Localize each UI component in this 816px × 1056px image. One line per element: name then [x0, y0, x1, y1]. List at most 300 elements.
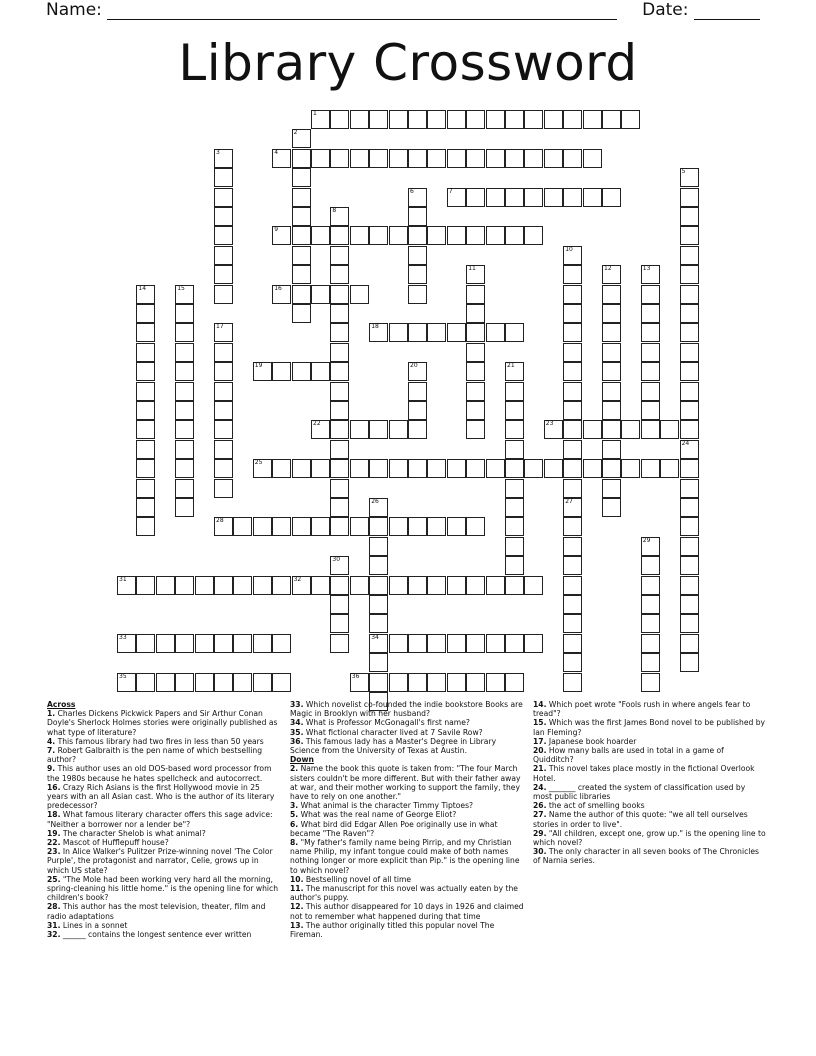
grid-cell[interactable]	[272, 459, 291, 478]
grid-cell[interactable]	[505, 479, 524, 498]
grid-cell[interactable]	[408, 188, 427, 207]
grid-cell[interactable]	[563, 556, 582, 575]
grid-cell[interactable]	[563, 614, 582, 633]
grid-cell[interactable]	[563, 673, 582, 692]
grid-cell[interactable]	[641, 343, 660, 362]
grid-cell[interactable]	[292, 129, 311, 148]
grid-cell[interactable]	[330, 614, 349, 633]
grid-cell[interactable]	[447, 634, 466, 653]
grid-cell[interactable]	[214, 285, 233, 304]
grid-cell[interactable]	[253, 459, 272, 478]
grid-cell[interactable]	[330, 362, 349, 381]
grid-cell[interactable]	[466, 673, 485, 692]
grid-cell[interactable]	[427, 517, 446, 536]
grid-cell[interactable]	[136, 362, 155, 381]
grid-cell[interactable]	[466, 226, 485, 245]
grid-cell[interactable]	[214, 149, 233, 168]
grid-cell[interactable]	[311, 420, 330, 439]
grid-cell[interactable]	[136, 634, 155, 653]
grid-cell[interactable]	[389, 673, 408, 692]
grid-cell[interactable]	[214, 226, 233, 245]
grid-cell[interactable]	[253, 517, 272, 536]
grid-cell[interactable]	[369, 595, 388, 614]
grid-cell[interactable]	[602, 188, 621, 207]
grid-cell[interactable]	[524, 459, 543, 478]
grid-cell[interactable]	[563, 498, 582, 517]
grid-cell[interactable]	[330, 265, 349, 284]
grid-cell[interactable]	[369, 420, 388, 439]
grid-cell[interactable]	[253, 634, 272, 653]
grid-cell[interactable]	[524, 576, 543, 595]
grid-cell[interactable]	[408, 110, 427, 129]
grid-cell[interactable]	[350, 517, 369, 536]
grid-cell[interactable]	[505, 323, 524, 342]
grid-cell[interactable]	[350, 110, 369, 129]
grid-cell[interactable]	[272, 576, 291, 595]
grid-cell[interactable]	[175, 634, 194, 653]
grid-cell[interactable]	[680, 614, 699, 633]
grid-cell[interactable]	[447, 673, 466, 692]
grid-cell[interactable]	[350, 673, 369, 692]
grid-cell[interactable]	[292, 304, 311, 323]
grid-cell[interactable]	[156, 576, 175, 595]
grid-cell[interactable]	[563, 634, 582, 653]
grid-cell[interactable]	[175, 401, 194, 420]
grid-cell[interactable]	[427, 110, 446, 129]
grid-cell[interactable]	[583, 110, 602, 129]
grid-cell[interactable]	[621, 459, 640, 478]
grid-cell[interactable]	[292, 576, 311, 595]
grid-cell[interactable]	[486, 459, 505, 478]
grid-cell[interactable]	[389, 323, 408, 342]
grid-cell[interactable]	[214, 168, 233, 187]
grid-cell[interactable]	[330, 459, 349, 478]
grid-cell[interactable]	[524, 149, 543, 168]
grid-cell[interactable]	[214, 188, 233, 207]
grid-cell[interactable]	[583, 420, 602, 439]
grid-cell[interactable]	[136, 673, 155, 692]
grid-cell[interactable]	[602, 459, 621, 478]
grid-cell[interactable]	[602, 323, 621, 342]
grid-cell[interactable]	[505, 362, 524, 381]
grid-cell[interactable]	[427, 634, 446, 653]
grid-cell[interactable]	[136, 420, 155, 439]
grid-cell[interactable]	[214, 265, 233, 284]
grid-cell[interactable]	[330, 517, 349, 536]
grid-cell[interactable]	[175, 479, 194, 498]
grid-cell[interactable]	[175, 382, 194, 401]
grid-cell[interactable]	[602, 343, 621, 362]
grid-cell[interactable]	[330, 440, 349, 459]
grid-cell[interactable]	[408, 634, 427, 653]
grid-cell[interactable]	[641, 382, 660, 401]
grid-cell[interactable]	[563, 653, 582, 672]
grid-cell[interactable]	[680, 323, 699, 342]
grid-cell[interactable]	[563, 479, 582, 498]
grid-cell[interactable]	[680, 343, 699, 362]
grid-cell[interactable]	[660, 420, 679, 439]
grid-cell[interactable]	[350, 226, 369, 245]
grid-cell[interactable]	[156, 634, 175, 653]
grid-cell[interactable]	[505, 382, 524, 401]
grid-cell[interactable]	[544, 149, 563, 168]
grid-cell[interactable]	[641, 323, 660, 342]
grid-cell[interactable]	[292, 285, 311, 304]
grid-cell[interactable]	[330, 226, 349, 245]
grid-cell[interactable]	[311, 576, 330, 595]
grid-cell[interactable]	[641, 537, 660, 556]
grid-cell[interactable]	[175, 343, 194, 362]
grid-cell[interactable]	[486, 576, 505, 595]
grid-cell[interactable]	[466, 110, 485, 129]
grid-cell[interactable]	[641, 673, 660, 692]
grid-cell[interactable]	[505, 149, 524, 168]
grid-cell[interactable]	[505, 188, 524, 207]
grid-cell[interactable]	[175, 576, 194, 595]
grid-cell[interactable]	[505, 226, 524, 245]
grid-cell[interactable]	[311, 459, 330, 478]
grid-cell[interactable]	[330, 401, 349, 420]
grid-cell[interactable]	[680, 459, 699, 478]
grid-cell[interactable]	[641, 653, 660, 672]
grid-cell[interactable]	[466, 323, 485, 342]
grid-cell[interactable]	[311, 517, 330, 536]
grid-cell[interactable]	[447, 226, 466, 245]
grid-cell[interactable]	[641, 459, 660, 478]
grid-cell[interactable]	[233, 517, 252, 536]
grid-cell[interactable]	[641, 362, 660, 381]
grid-cell[interactable]	[233, 673, 252, 692]
grid-cell[interactable]	[214, 517, 233, 536]
grid-cell[interactable]	[292, 246, 311, 265]
grid-cell[interactable]	[680, 304, 699, 323]
grid-cell[interactable]	[175, 285, 194, 304]
grid-cell[interactable]	[641, 614, 660, 633]
grid-cell[interactable]	[408, 265, 427, 284]
grid-cell[interactable]	[680, 188, 699, 207]
grid-cell[interactable]	[369, 110, 388, 129]
grid-cell[interactable]	[214, 246, 233, 265]
grid-cell[interactable]	[330, 382, 349, 401]
grid-cell[interactable]	[563, 537, 582, 556]
grid-cell[interactable]	[156, 673, 175, 692]
grid-cell[interactable]	[427, 576, 446, 595]
grid-cell[interactable]	[136, 517, 155, 536]
grid-cell[interactable]	[350, 459, 369, 478]
grid-cell[interactable]	[427, 323, 446, 342]
grid-cell[interactable]	[175, 420, 194, 439]
grid-cell[interactable]	[214, 459, 233, 478]
grid-cell[interactable]	[680, 653, 699, 672]
grid-cell[interactable]	[641, 576, 660, 595]
grid-cell[interactable]	[563, 304, 582, 323]
grid-cell[interactable]	[408, 576, 427, 595]
grid-cell[interactable]	[330, 246, 349, 265]
grid-cell[interactable]	[233, 634, 252, 653]
grid-cell[interactable]	[175, 498, 194, 517]
grid-cell[interactable]	[563, 110, 582, 129]
grid-cell[interactable]	[563, 440, 582, 459]
grid-cell[interactable]	[427, 459, 446, 478]
grid-cell[interactable]	[602, 420, 621, 439]
grid-cell[interactable]	[330, 576, 349, 595]
grid-cell[interactable]	[369, 517, 388, 536]
grid-cell[interactable]	[408, 207, 427, 226]
grid-cell[interactable]	[680, 168, 699, 187]
grid-cell[interactable]	[680, 576, 699, 595]
grid-cell[interactable]	[292, 226, 311, 245]
grid-cell[interactable]	[486, 673, 505, 692]
grid-cell[interactable]	[447, 110, 466, 129]
grid-cell[interactable]	[136, 323, 155, 342]
grid-cell[interactable]	[466, 517, 485, 536]
grid-cell[interactable]	[544, 188, 563, 207]
grid-cell[interactable]	[680, 420, 699, 439]
grid-cell[interactable]	[214, 207, 233, 226]
grid-cell[interactable]	[272, 634, 291, 653]
grid-cell[interactable]	[311, 110, 330, 129]
grid-cell[interactable]	[641, 304, 660, 323]
grid-cell[interactable]	[680, 382, 699, 401]
grid-cell[interactable]	[602, 479, 621, 498]
grid-cell[interactable]	[408, 420, 427, 439]
grid-cell[interactable]	[369, 323, 388, 342]
grid-cell[interactable]	[117, 673, 136, 692]
grid-cell[interactable]	[602, 382, 621, 401]
grid-cell[interactable]	[136, 285, 155, 304]
grid-cell[interactable]	[641, 420, 660, 439]
grid-cell[interactable]	[680, 285, 699, 304]
grid-cell[interactable]	[524, 226, 543, 245]
grid-cell[interactable]	[214, 479, 233, 498]
grid-cell[interactable]	[408, 517, 427, 536]
grid-cell[interactable]	[563, 382, 582, 401]
grid-cell[interactable]	[505, 401, 524, 420]
grid-cell[interactable]	[292, 168, 311, 187]
grid-cell[interactable]	[602, 362, 621, 381]
grid-cell[interactable]	[214, 401, 233, 420]
grid-cell[interactable]	[563, 362, 582, 381]
grid-cell[interactable]	[408, 673, 427, 692]
grid-cell[interactable]	[447, 459, 466, 478]
grid-cell[interactable]	[330, 304, 349, 323]
grid-cell[interactable]	[447, 149, 466, 168]
grid-cell[interactable]	[680, 226, 699, 245]
grid-cell[interactable]	[583, 188, 602, 207]
grid-cell[interactable]	[311, 362, 330, 381]
grid-cell[interactable]	[408, 285, 427, 304]
grid-cell[interactable]	[292, 188, 311, 207]
grid-cell[interactable]	[389, 149, 408, 168]
grid-cell[interactable]	[195, 673, 214, 692]
grid-cell[interactable]	[292, 149, 311, 168]
grid-cell[interactable]	[175, 440, 194, 459]
grid-cell[interactable]	[214, 343, 233, 362]
grid-cell[interactable]	[408, 401, 427, 420]
grid-cell[interactable]	[505, 556, 524, 575]
grid-cell[interactable]	[389, 226, 408, 245]
grid-cell[interactable]	[389, 517, 408, 536]
grid-cell[interactable]	[272, 673, 291, 692]
grid-cell[interactable]	[369, 576, 388, 595]
grid-cell[interactable]	[505, 537, 524, 556]
grid-cell[interactable]	[214, 440, 233, 459]
grid-cell[interactable]	[408, 226, 427, 245]
grid-cell[interactable]	[369, 537, 388, 556]
grid-cell[interactable]	[214, 634, 233, 653]
grid-cell[interactable]	[505, 634, 524, 653]
grid-cell[interactable]	[136, 440, 155, 459]
grid-cell[interactable]	[389, 420, 408, 439]
grid-cell[interactable]	[680, 634, 699, 653]
grid-cell[interactable]	[117, 576, 136, 595]
grid-cell[interactable]	[466, 401, 485, 420]
grid-cell[interactable]	[214, 576, 233, 595]
grid-cell[interactable]	[330, 634, 349, 653]
grid-cell[interactable]	[544, 459, 563, 478]
grid-cell[interactable]	[486, 149, 505, 168]
grid-cell[interactable]	[175, 323, 194, 342]
grid-cell[interactable]	[466, 304, 485, 323]
grid-cell[interactable]	[369, 614, 388, 633]
grid-cell[interactable]	[563, 188, 582, 207]
grid-cell[interactable]	[330, 420, 349, 439]
grid-cell[interactable]	[350, 285, 369, 304]
grid-cell[interactable]	[369, 226, 388, 245]
grid-cell[interactable]	[602, 304, 621, 323]
grid-cell[interactable]	[680, 517, 699, 536]
grid-cell[interactable]	[272, 362, 291, 381]
grid-cell[interactable]	[680, 246, 699, 265]
grid-cell[interactable]	[466, 382, 485, 401]
grid-cell[interactable]	[233, 576, 252, 595]
grid-cell[interactable]	[272, 149, 291, 168]
grid-cell[interactable]	[136, 401, 155, 420]
grid-cell[interactable]	[136, 576, 155, 595]
grid-cell[interactable]	[369, 498, 388, 517]
grid-cell[interactable]	[466, 362, 485, 381]
grid-cell[interactable]	[524, 188, 543, 207]
grid-cell[interactable]	[272, 285, 291, 304]
grid-cell[interactable]	[136, 479, 155, 498]
grid-cell[interactable]	[563, 265, 582, 284]
grid-cell[interactable]	[330, 498, 349, 517]
grid-cell[interactable]	[660, 459, 679, 478]
grid-cell[interactable]	[680, 595, 699, 614]
grid-cell[interactable]	[136, 498, 155, 517]
grid-cell[interactable]	[330, 479, 349, 498]
grid-cell[interactable]	[621, 110, 640, 129]
grid-cell[interactable]	[505, 420, 524, 439]
grid-cell[interactable]	[175, 304, 194, 323]
grid-cell[interactable]	[292, 362, 311, 381]
grid-cell[interactable]	[447, 188, 466, 207]
grid-cell[interactable]	[330, 207, 349, 226]
grid-cell[interactable]	[641, 265, 660, 284]
grid-cell[interactable]	[505, 440, 524, 459]
grid-cell[interactable]	[330, 149, 349, 168]
grid-cell[interactable]	[505, 498, 524, 517]
grid-cell[interactable]	[408, 362, 427, 381]
grid-cell[interactable]	[641, 401, 660, 420]
grid-cell[interactable]	[214, 673, 233, 692]
grid-cell[interactable]	[389, 634, 408, 653]
grid-cell[interactable]	[505, 576, 524, 595]
grid-cell[interactable]	[389, 110, 408, 129]
grid-cell[interactable]	[330, 556, 349, 575]
grid-cell[interactable]	[486, 188, 505, 207]
grid-cell[interactable]	[563, 576, 582, 595]
grid-cell[interactable]	[427, 149, 446, 168]
grid-cell[interactable]	[680, 537, 699, 556]
grid-cell[interactable]	[330, 323, 349, 342]
grid-cell[interactable]	[641, 285, 660, 304]
grid-cell[interactable]	[505, 673, 524, 692]
grid-cell[interactable]	[136, 304, 155, 323]
grid-cell[interactable]	[505, 110, 524, 129]
grid-cell[interactable]	[427, 673, 446, 692]
grid-cell[interactable]	[563, 343, 582, 362]
grid-cell[interactable]	[563, 517, 582, 536]
grid-cell[interactable]	[486, 634, 505, 653]
grid-cell[interactable]	[369, 673, 388, 692]
grid-cell[interactable]	[330, 595, 349, 614]
grid-cell[interactable]	[214, 323, 233, 342]
grid-cell[interactable]	[505, 517, 524, 536]
grid-cell[interactable]	[272, 226, 291, 245]
grid-cell[interactable]	[272, 517, 291, 536]
grid-cell[interactable]	[311, 226, 330, 245]
grid-cell[interactable]	[466, 149, 485, 168]
grid-cell[interactable]	[602, 440, 621, 459]
grid-cell[interactable]	[524, 634, 543, 653]
grid-cell[interactable]	[486, 110, 505, 129]
grid-cell[interactable]	[389, 576, 408, 595]
grid-cell[interactable]	[447, 517, 466, 536]
grid-cell[interactable]	[602, 498, 621, 517]
grid-cell[interactable]	[350, 149, 369, 168]
grid-cell[interactable]	[292, 459, 311, 478]
grid-cell[interactable]	[427, 226, 446, 245]
grid-cell[interactable]	[117, 634, 136, 653]
grid-cell[interactable]	[563, 323, 582, 342]
grid-cell[interactable]	[680, 401, 699, 420]
grid-cell[interactable]	[253, 673, 272, 692]
grid-cell[interactable]	[602, 285, 621, 304]
grid-cell[interactable]	[369, 459, 388, 478]
grid-cell[interactable]	[214, 362, 233, 381]
grid-cell[interactable]	[563, 459, 582, 478]
grid-cell[interactable]	[369, 653, 388, 672]
grid-cell[interactable]	[466, 265, 485, 284]
grid-cell[interactable]	[408, 323, 427, 342]
grid-cell[interactable]	[369, 634, 388, 653]
grid-cell[interactable]	[466, 459, 485, 478]
grid-cell[interactable]	[466, 285, 485, 304]
grid-cell[interactable]	[505, 459, 524, 478]
grid-cell[interactable]	[408, 246, 427, 265]
grid-cell[interactable]	[486, 226, 505, 245]
grid-cell[interactable]	[408, 149, 427, 168]
grid-cell[interactable]	[680, 498, 699, 517]
grid-cell[interactable]	[330, 343, 349, 362]
grid-cell[interactable]	[447, 323, 466, 342]
grid-cell[interactable]	[641, 595, 660, 614]
grid-cell[interactable]	[641, 634, 660, 653]
grid-cell[interactable]	[563, 285, 582, 304]
grid-cell[interactable]	[175, 362, 194, 381]
grid-cell[interactable]	[466, 343, 485, 362]
